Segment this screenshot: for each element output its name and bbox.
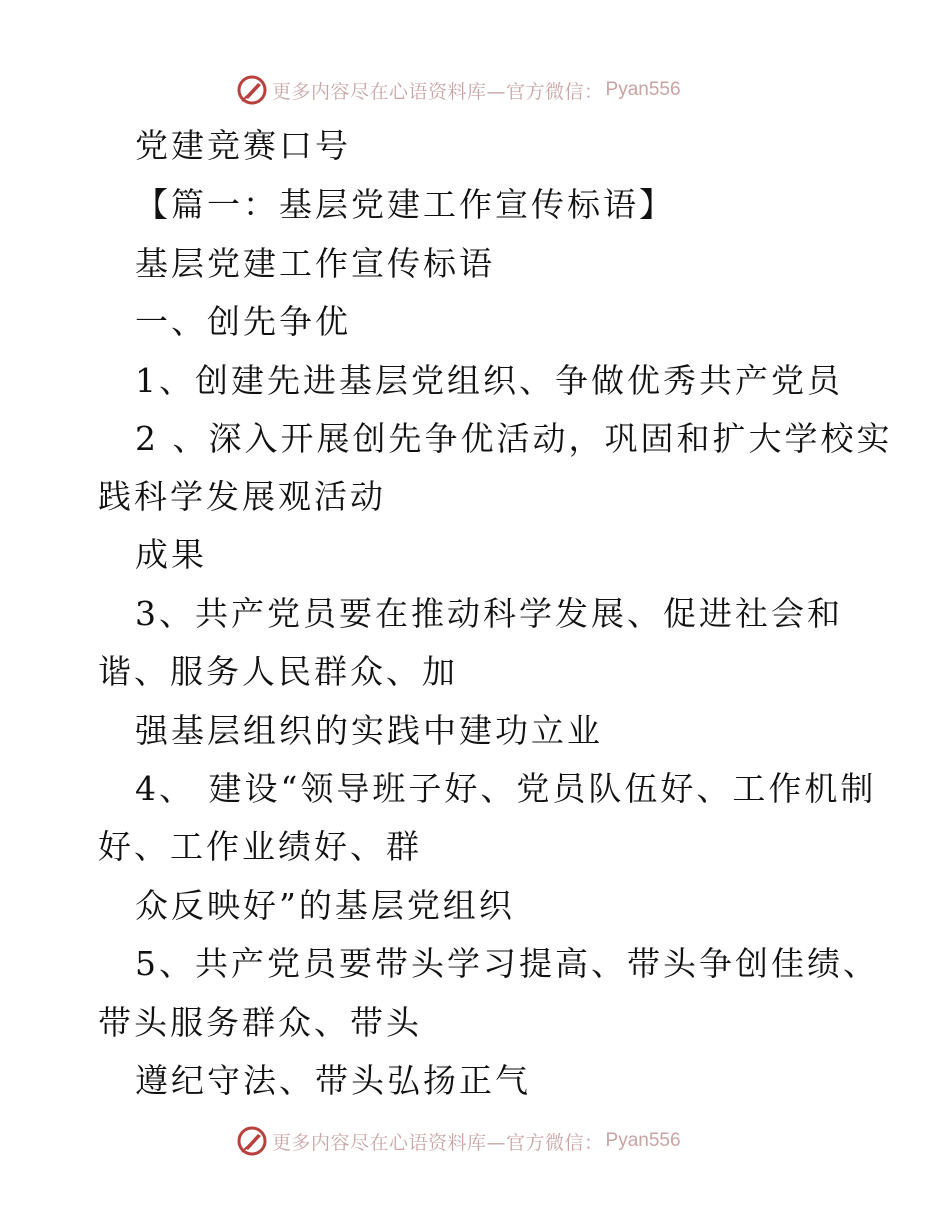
sub-heading: 基层党建工作宣传标语 [135,244,495,283]
slogan-line: 践科学发展观活动 [98,477,386,516]
doc-title: 党建竞赛口号 [135,126,351,165]
slogan-line: 谐、服务人民群众、加 [98,652,458,691]
feather-pen-logo-icon [236,1125,268,1157]
watermark-wechat-id: Pyan556 [605,1130,681,1151]
slogan-line: 带头服务群众、带头 [98,1003,422,1042]
watermark-wechat-id: Pyan556 [605,79,681,100]
slogan-line: 众反映好”的基层党组织 [135,886,515,925]
slogan-line: 5、共产党员要带头学习提高、带头争创佳绩、 [135,944,879,983]
slogan-line: 2 、深入开展创先争优活动，巩固和扩大学校实 [135,419,893,458]
watermark-text: 更多内容尽在心语资料库—官方微信： [272,80,604,103]
slogan-line: 3、共产党员要在推动科学发展、促进社会和 [135,594,843,633]
slogan-line: 遵纪守法、带头弘扬正气 [135,1061,531,1100]
feather-pen-logo-icon [236,74,268,106]
slogan-line: 好、工作业绩好、群 [98,827,422,866]
slogan-line: 4、 建设“领导班子好、党员队伍好、工作机制 [135,769,877,808]
watermark-text: 更多内容尽在心语资料库—官方微信： [272,1131,604,1154]
slogan-line: 强基层组织的实践中建功立业 [135,711,603,750]
watermark-header [236,73,681,107]
category-heading: 一、创先争优 [135,302,351,341]
slogan-line: 成果 [135,535,207,574]
watermark-footer [236,1124,681,1158]
section-heading: 【篇一：基层党建工作宣传标语】 [135,185,675,224]
slogan-line: 1、创建先进基层党组织、争做优秀共产党员 [135,361,843,400]
